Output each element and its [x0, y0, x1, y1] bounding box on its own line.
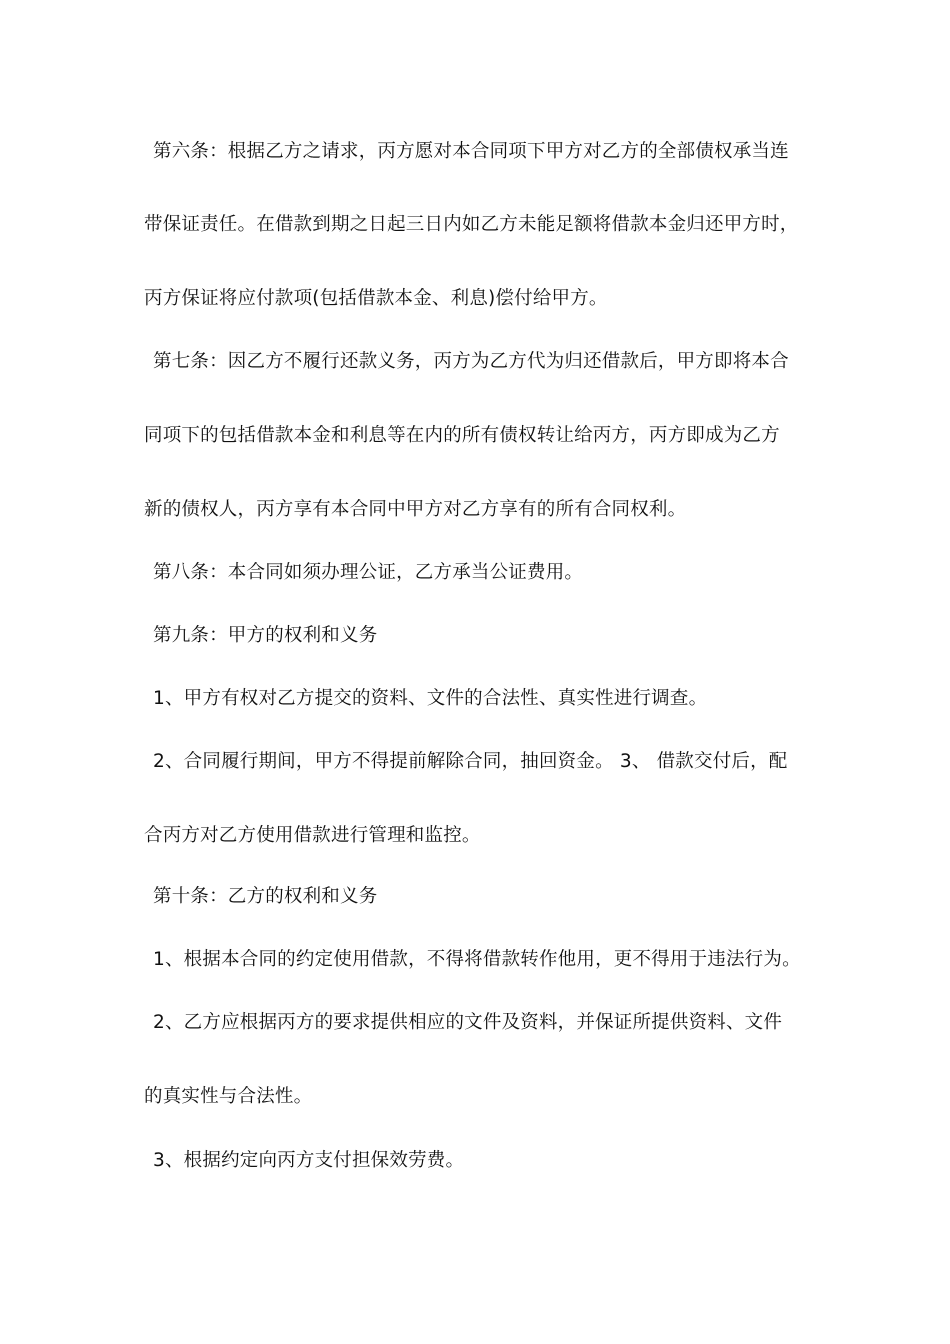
- paragraph-line: 的真实性与合法性。: [144, 1086, 313, 1107]
- paragraph-line: 同项下的包括借款本金和利息等在内的所有债权转让给丙方，丙方即成为乙方: [144, 425, 780, 446]
- list-item: 1、甲方有权对乙方提交的资料、文件的合法性、真实性进行调查。: [153, 688, 708, 709]
- paragraph-line: 新的债权人，丙方享有本合同中甲方对乙方享有的所有合同权利。: [144, 499, 687, 520]
- list-item: 2、合同履行期间，甲方不得提前解除合同，抽回资金。 3、 借款交付后，配: [153, 751, 788, 772]
- paragraph-line: 第六条：根据乙方之请求，丙方愿对本合同项下甲方对乙方的全部债权承当连: [153, 141, 789, 162]
- paragraph-line: 带保证责任。在借款到期之日起三日内如乙方未能足额将借款本金归还甲方时，: [144, 214, 799, 235]
- list-item: 2、乙方应根据丙方的要求提供相应的文件及资料，并保证所提供资料、文件: [153, 1012, 783, 1033]
- paragraph-line: 丙方保证将应付款项(包括借款本金、利息)偿付给甲方。: [144, 288, 608, 309]
- section-heading: 第九条：甲方的权利和义务: [153, 625, 378, 646]
- paragraph-line: 合丙方对乙方使用借款进行管理和监控。: [144, 825, 481, 846]
- paragraph-line: 第七条：因乙方不履行还款义务，丙方为乙方代为归还借款后，甲方即将本合: [153, 351, 789, 372]
- list-item: 3、根据约定向丙方支付担保效劳费。: [153, 1150, 465, 1171]
- list-item: 1、根据本合同的约定使用借款，不得将借款转作他用，更不得用于违法行为。: [153, 949, 801, 970]
- section-heading: 第十条：乙方的权利和义务: [153, 886, 378, 907]
- paragraph-line: 第八条：本合同如须办理公证，乙方承当公证费用。: [153, 562, 584, 583]
